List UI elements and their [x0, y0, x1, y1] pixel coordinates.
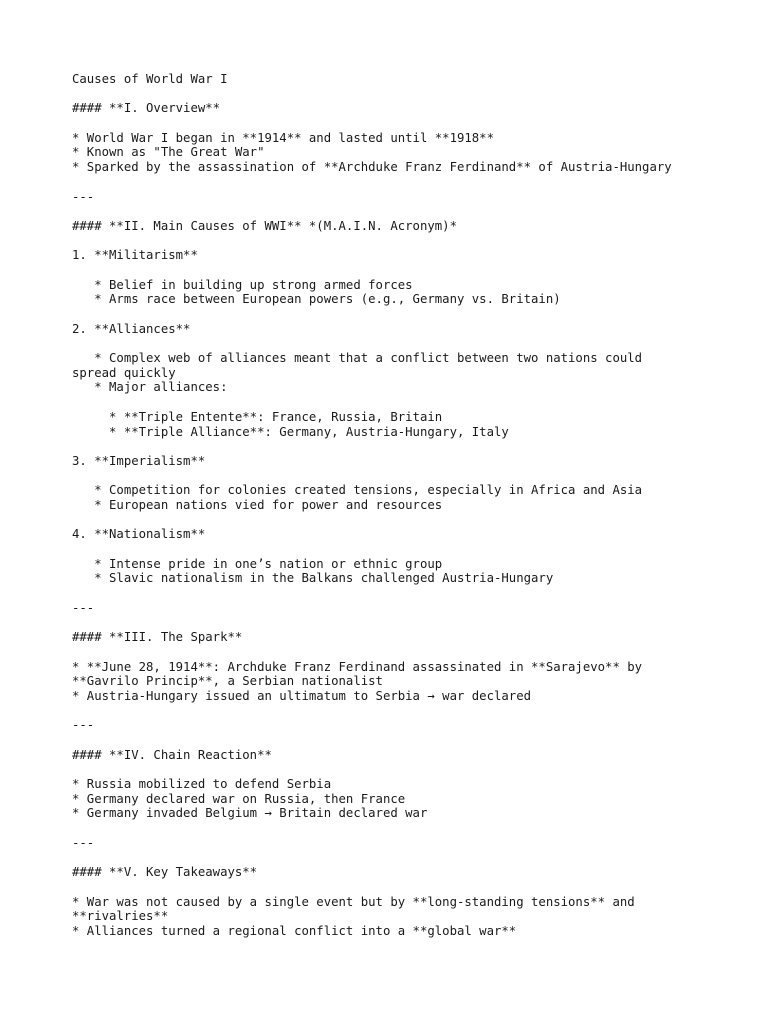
blank-line — [72, 307, 696, 322]
list-item: * Belief in building up strong armed forces — [72, 277, 413, 292]
blank-line — [72, 762, 696, 777]
list-item: * Complex web of alliances meant that a conflict between two nations could — [72, 351, 643, 366]
sub-list-item: * **Triple Entente**: France, Russia, Britain — [72, 409, 443, 424]
blank-line — [72, 513, 696, 528]
blank-line — [72, 116, 696, 131]
list-item: * Austria-Hungary issued an ultimatum to Serbia → war declared — [72, 688, 532, 703]
horizontal-rule: --- — [72, 189, 95, 204]
sub-list-item: * **Triple Alliance**: Germany, Austria-Hungary, Italy — [72, 424, 509, 439]
blank-line — [72, 175, 696, 190]
list-item: * Major alliances: — [72, 380, 228, 395]
list-item: * Known as "The Great War" — [72, 145, 265, 160]
blank-line — [72, 733, 696, 748]
list-item: * Alliances turned a regional conflict into a **global war** — [72, 923, 517, 938]
heading-chain-reaction: #### **IV. Chain Reaction** — [72, 747, 272, 762]
list-item-continuation: **Gavrilo Princip**, a Serbian nationalist — [72, 674, 383, 689]
blank-line — [72, 645, 696, 660]
blank-line — [72, 234, 696, 249]
blank-line — [72, 615, 696, 630]
list-item: * Sparked by the assassination of **Archduke Franz Ferdinand** of Austria-Hungary — [72, 160, 672, 175]
blank-line — [72, 87, 696, 102]
numbered-item-alliances: 2. **Alliances** — [72, 321, 191, 336]
list-item-continuation: **rivalries** — [72, 909, 169, 924]
heading-the-spark: #### **III. The Spark** — [72, 630, 243, 645]
blank-line — [72, 850, 696, 865]
numbered-item-militarism: 1. **Militarism** — [72, 248, 198, 263]
blank-line — [72, 821, 696, 836]
list-item: * Germany invaded Belgium → Britain declared war — [72, 806, 428, 821]
list-item: * Competition for colonies created tensions, especially in Africa and Asia — [72, 483, 643, 498]
list-item: * Russia mobilized to defend Serbia — [72, 777, 332, 791]
blank-line — [72, 586, 696, 601]
doc-title: Causes of World War I — [72, 72, 228, 86]
list-item: * European nations vied for power and resources — [72, 497, 443, 512]
blank-line — [72, 704, 696, 719]
horizontal-rule: --- — [72, 835, 95, 850]
blank-line — [72, 469, 696, 484]
list-item: * World War I began in **1914** and lasted until **1918** — [72, 130, 494, 145]
list-item: * Intense pride in one’s nation or ethnic group — [72, 556, 443, 571]
heading-key-takeaways: #### **V. Key Takeaways** — [72, 865, 258, 880]
blank-line — [72, 542, 696, 557]
list-item-continuation: spread quickly — [72, 365, 176, 380]
heading-main-causes: #### **II. Main Causes of WWI** *(M.A.I.N. Acronym)* — [72, 218, 457, 233]
list-item: * Slavic nationalism in the Balkans challenged Austria-Hungary — [72, 571, 554, 586]
numbered-item-nationalism: 4. **Nationalism** — [72, 527, 206, 542]
horizontal-rule: --- — [72, 718, 95, 733]
numbered-item-imperialism: 3. **Imperialism** — [72, 453, 206, 468]
document-page — [72, 72, 696, 939]
list-item: * War was not caused by a single event but by **long-standing tensions** and — [72, 894, 635, 909]
blank-line — [72, 880, 696, 895]
list-item: * Germany declared war on Russia, then France — [72, 791, 406, 806]
blank-line — [72, 395, 696, 410]
heading-overview: #### **I. Overview** — [72, 101, 221, 116]
list-item: * Arms race between European powers (e.g., Germany vs. Britain) — [72, 292, 561, 307]
blank-line — [72, 336, 696, 351]
blank-line — [72, 204, 696, 219]
blank-line — [72, 263, 696, 278]
horizontal-rule: --- — [72, 600, 95, 615]
list-item: * **June 28, 1914**: Archduke Franz Ferdinand assassinated in **Sarajevo** by — [72, 659, 643, 674]
blank-line — [72, 439, 696, 454]
